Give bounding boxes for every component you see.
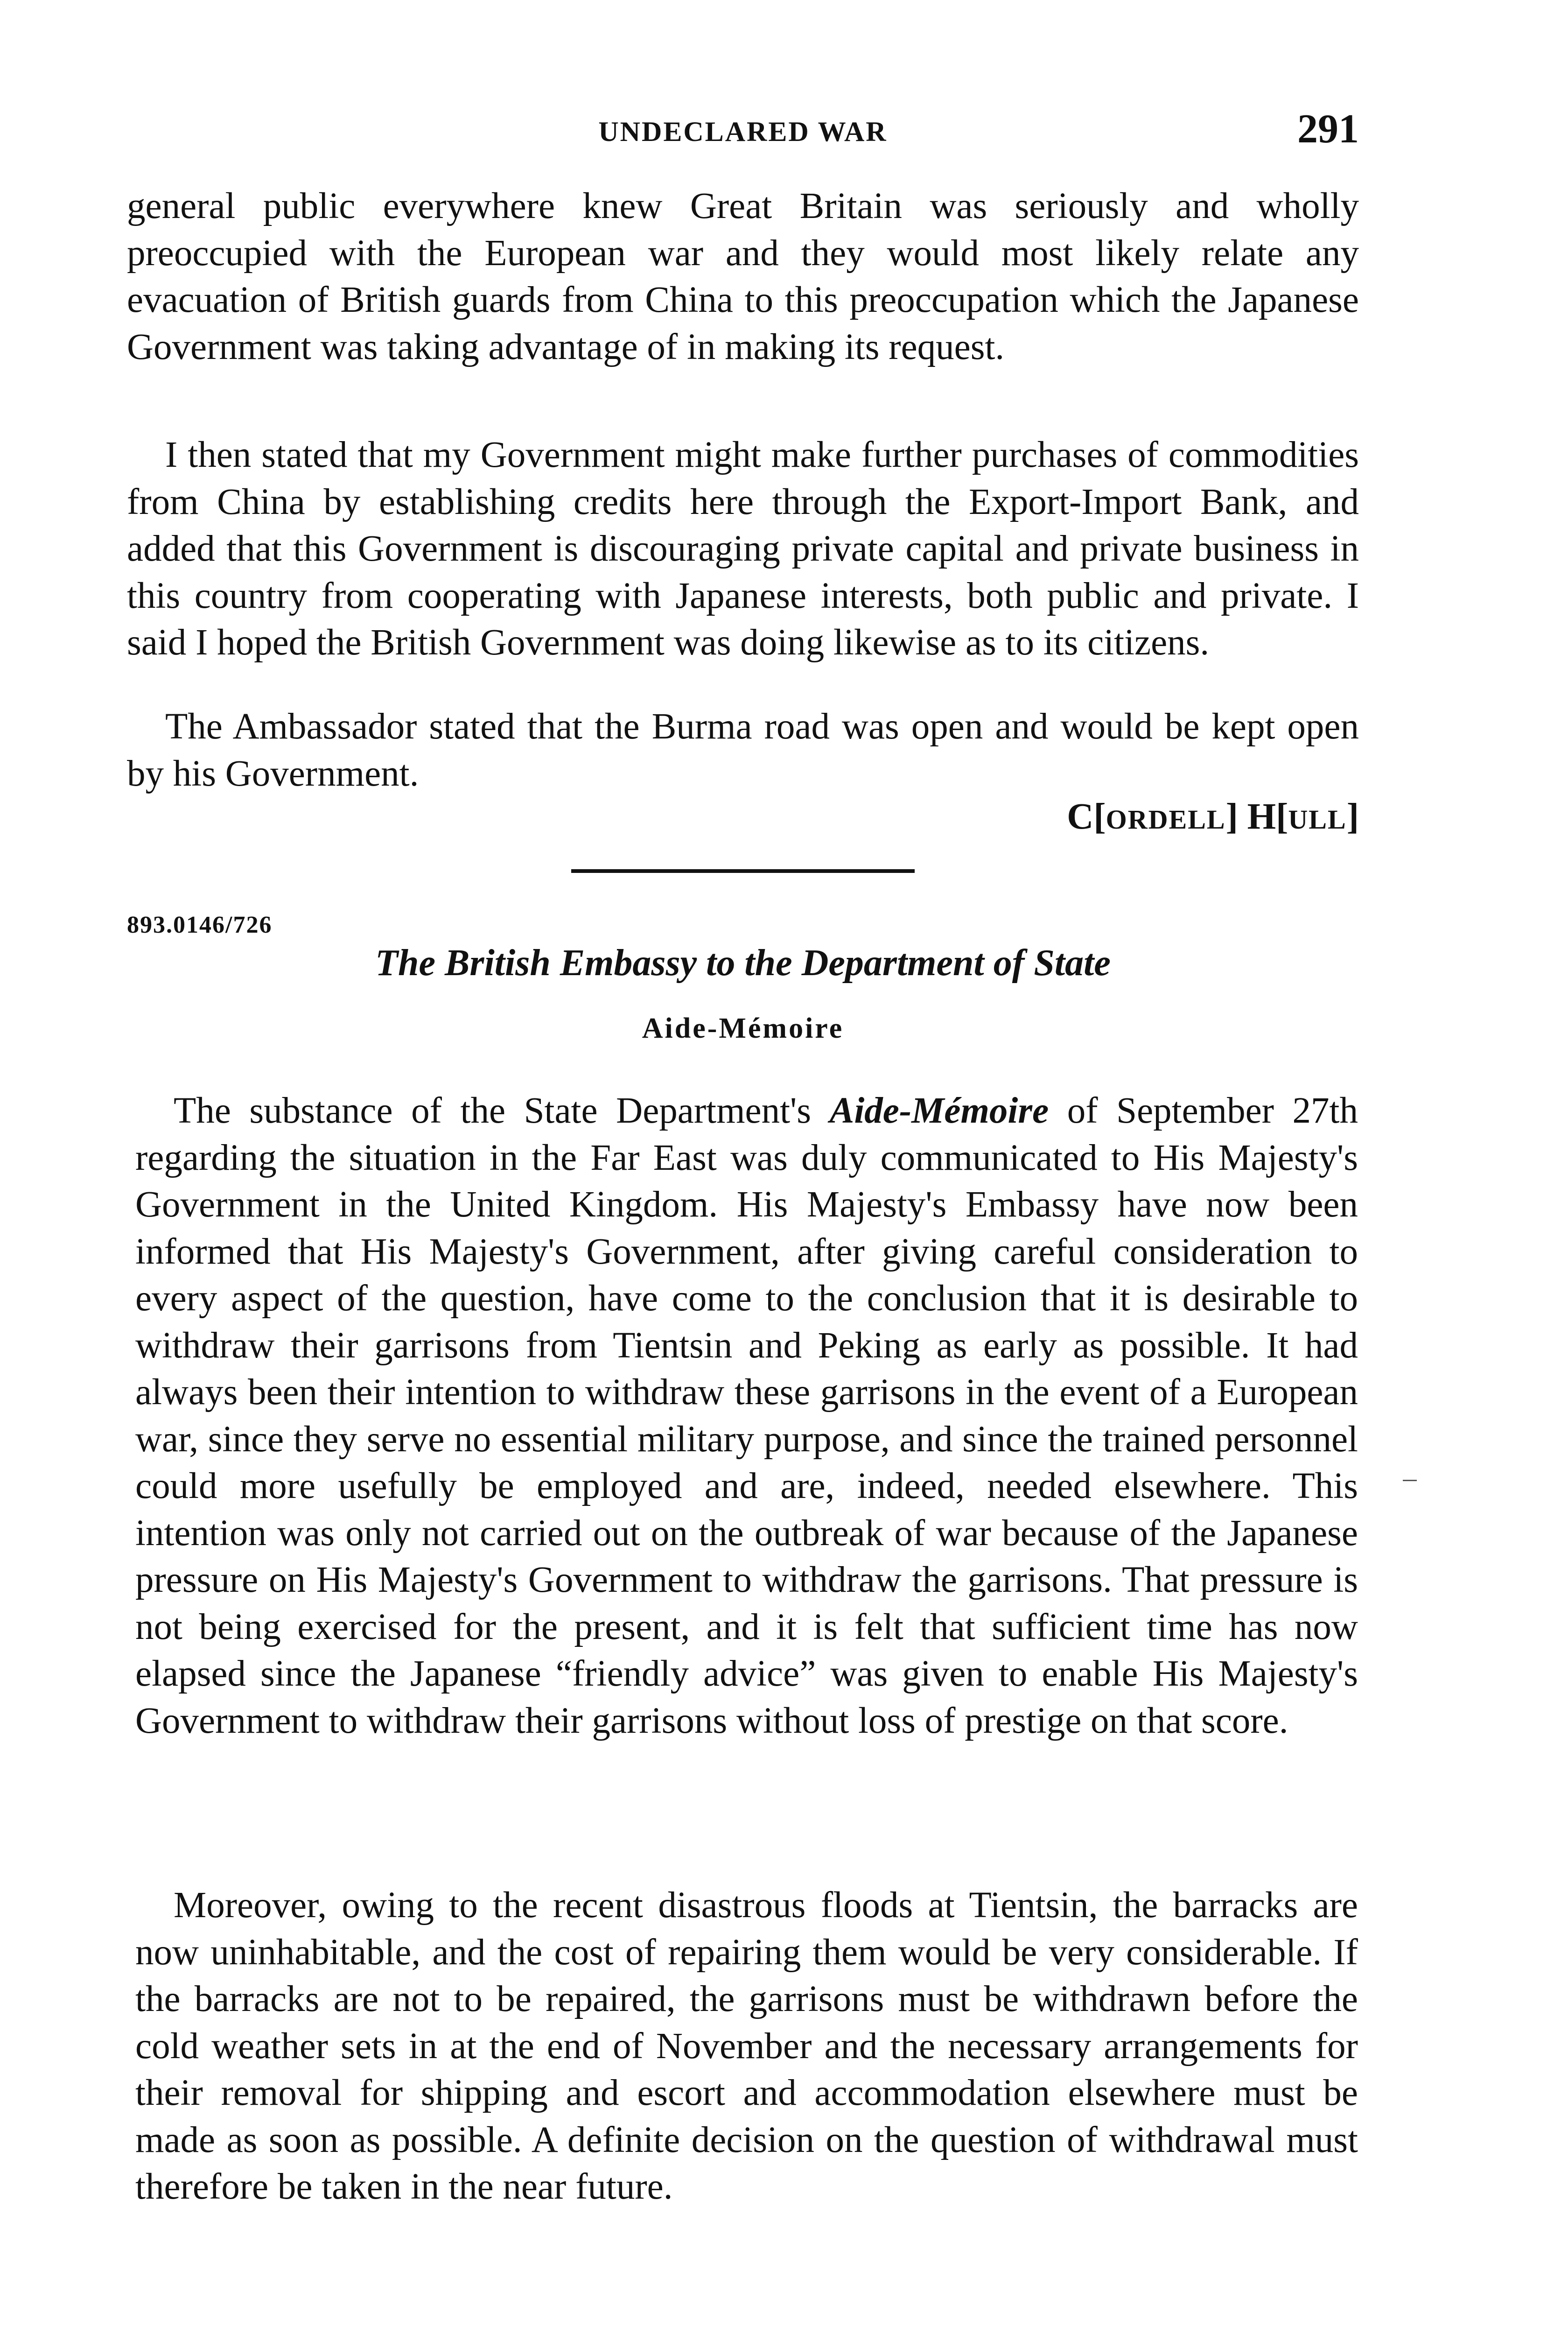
document-title: The British Embassy to the Department of State — [375, 942, 1111, 984]
document-type: Aide-Mémoire — [642, 1012, 844, 1044]
signature — [1067, 796, 1359, 838]
signature-h: ] H[ — [1225, 796, 1288, 837]
p4-before: The substance of the State Department's — [174, 1090, 830, 1131]
aide-memoire-paragraph-2: Moreover, owing to the recent disastrous floods at Tientsin, the barracks are now uninhabitable, and the cost of repairing them would be very considerable. If the barracks are not to be repaired, the garrisons must be withdrawn before the cold weather sets in at the end of November and the necessary arrangements for their removal for shipping and escort and accommodation elsewhere must be made as soon as possible. A definite decision on the question of withdrawal must therefore be taken in the near future. — [135, 1885, 1358, 2207]
file-number: 893.0146/726 — [127, 912, 273, 938]
signature-ull: ULL — [1288, 804, 1347, 835]
section-divider — [571, 869, 915, 873]
aide-memoire-paragraph-1 — [135, 1088, 1358, 1744]
burma-road-paragraph: The Ambassador stated that the Burma road was open and would be kept open by his Government. — [127, 706, 1359, 794]
signature-end: ] — [1346, 796, 1359, 837]
p4-italic: Aide-Mémoire — [829, 1090, 1049, 1131]
margin-mark — [1403, 1480, 1417, 1481]
running-title: UNDECLARED WAR — [598, 116, 888, 147]
page-number: 291 — [1297, 106, 1359, 152]
page-header — [127, 105, 1359, 157]
signature-c: C[ — [1067, 796, 1106, 837]
purchases-paragraph: I then stated that my Government might make further purchases of commodities from China by establishing credits here through the Export-Import Bank, and added that this Government is discouraging private capital and private business in this country from cooperating with Japanese interests, both public and private. I said I hoped the British Government was doing likewise as to its citizens. — [127, 435, 1359, 663]
p4-after: of September 27th regarding the situation in the Far East was duly communicated to His Majesty's Government in the United Kingdom. His Majesty's Embassy have now been informed that His Majesty's Government, after giving careful consideration to every aspect of the question, have come to the conclusion that it is desirable to withdraw their garrisons from Tientsin and Peking as early as possible. It had always been their intention to withdraw these garrisons in the event of a European war, since they serve no essential military purpose, and since the trained personnel could more usefully be employed and are, indeed, needed elsewhere. This intention was only not carried out on the outbreak of war because of the Japanese pressure on His Majesty's Government to withdraw the garrisons. That pressure is not being exercised for the present, and it is felt that sufficient time has now elapsed since the Japanese “friendly advice” was given to enable His Majesty's Government to withdraw their garrisons without loss of prestige on that score. — [135, 1090, 1358, 1741]
signature-ordell: ORDELL — [1106, 804, 1226, 835]
continued-paragraph: general public everywhere knew Great Britain was seriously and wholly preoccupied with the European war and they would most likely relate any evacuation of British guards from China to this preoccupation which the Japanese Government was taking advantage of in making its request. — [127, 186, 1359, 367]
